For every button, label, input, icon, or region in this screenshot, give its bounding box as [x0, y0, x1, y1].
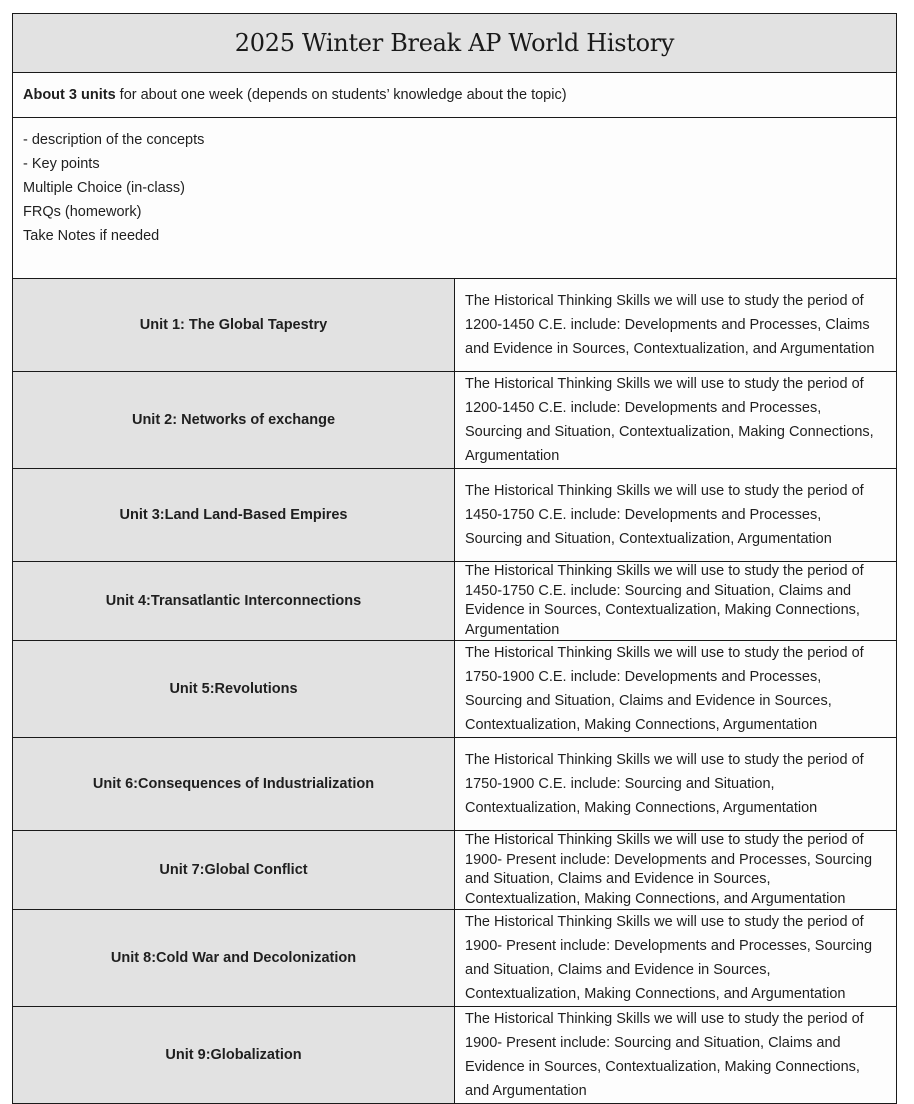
unit-row	[13, 831, 897, 910]
unit-description: The Historical Thinking Skills we will use to study the period of 1900- Present include: Developments and Processes, Sourcing and Situation, Claims and Evidence in Sources, Contextualization, Making Connections, and Argumentation	[455, 831, 897, 910]
unit-row	[13, 279, 897, 372]
unit-row	[13, 469, 897, 562]
unit-name: Unit 1: The Global Tapestry	[13, 279, 455, 372]
unit-description: The Historical Thinking Skills we will use to study the period of 1750-1900 C.E. include: Sourcing and Situation, Contextualization, Making Connections, Argumentation	[455, 738, 897, 831]
unit-row	[13, 562, 897, 641]
duration-info	[13, 73, 897, 118]
unit-name: Unit 5:Revolutions	[13, 641, 455, 738]
notes-item: FRQs (homework)	[23, 204, 142, 220]
unit-description: The Historical Thinking Skills we will use to study the period of 1200-1450 C.E. include: Developments and Processes, Claims and Evidence in Sources, Contextualization, and Argumentation	[455, 279, 897, 372]
unit-name: Unit 8:Cold War and Decolonization	[13, 910, 455, 1007]
notes-item: Take Notes if needed	[23, 228, 160, 244]
unit-name: Unit 3:Land Land-Based Empires	[13, 469, 455, 562]
unit-description: The Historical Thinking Skills we will use to study the period of 1200-1450 C.E. include: Developments and Processes, Sourcing and Situation, Contextualization, Making Connections, Argumentation	[455, 372, 897, 469]
notes-item: Multiple Choice (in-class)	[23, 180, 185, 196]
notes-item: - description of the concepts	[23, 132, 205, 148]
duration-bold: About 3 units	[23, 87, 116, 103]
unit-name: Unit 4:Transatlantic Interconnections	[13, 562, 455, 641]
unit-name: Unit 2: Networks of exchange	[13, 372, 455, 469]
notes-item: - Key points	[23, 156, 100, 172]
unit-description: The Historical Thinking Skills we will use to study the period of 1450-1750 C.E. include: Sourcing and Situation, Claims and Evidence in Sources, Contextualization, Making Connections, Argumentation	[455, 562, 897, 641]
unit-row	[13, 1007, 897, 1104]
unit-description: The Historical Thinking Skills we will use to study the period of 1900- Present include: Developments and Processes, Sourcing and Situation, Claims and Evidence in Sources, Contextualization, Making Connections, and Argumentation	[455, 910, 897, 1007]
syllabus-table	[12, 13, 897, 1104]
unit-row	[13, 372, 897, 469]
unit-row	[13, 910, 897, 1007]
unit-row	[13, 738, 897, 831]
unit-name: Unit 7:Global Conflict	[13, 831, 455, 910]
document-title: 2025 Winter Break AP World History	[13, 14, 897, 73]
unit-name: Unit 6:Consequences of Industrialization	[13, 738, 455, 831]
unit-description: The Historical Thinking Skills we will use to study the period of 1900- Present include: Sourcing and Situation, Claims and Evidence in Sources, Contextualization, Making Connections, and Argumentation	[455, 1007, 897, 1104]
unit-name: Unit 9:Globalization	[13, 1007, 455, 1104]
duration-rest: for about one week (depends on students’ knowledge about the topic)	[115, 87, 567, 103]
notes-list	[13, 118, 897, 279]
unit-row	[13, 641, 897, 738]
unit-description: The Historical Thinking Skills we will use to study the period of 1750-1900 C.E. include: Developments and Processes, Sourcing and Situation, Claims and Evidence in Sources, Contextualization, Making Connections, Argumentation	[455, 641, 897, 738]
unit-description: The Historical Thinking Skills we will use to study the period of 1450-1750 C.E. include: Developments and Processes, Sourcing and Situation, Contextualization, Argumentation	[455, 469, 897, 562]
